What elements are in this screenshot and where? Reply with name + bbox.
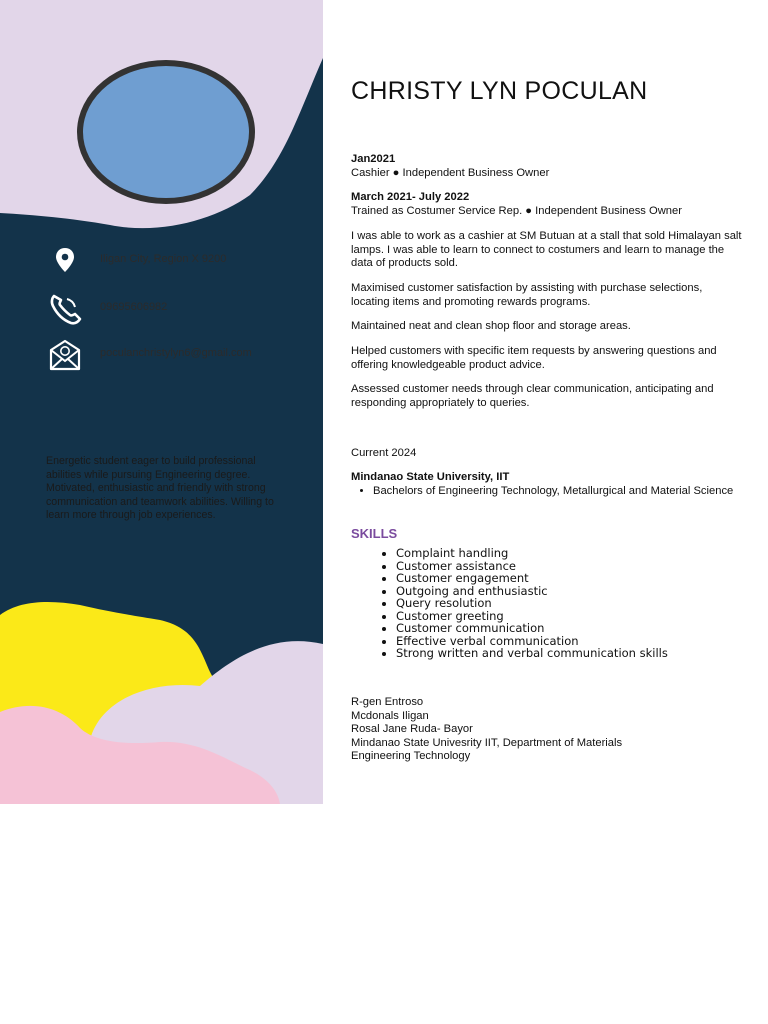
education-block — [351, 471, 743, 498]
education-list — [351, 485, 743, 499]
experience-item — [351, 191, 743, 218]
candidate-name: CHRISTY LYN POCULAN — [351, 77, 648, 105]
skill-item: • Outgoing and enthusiastic — [396, 585, 668, 598]
reference-line: Mcdonals Iligan — [351, 709, 429, 722]
reference-line: R-gen Entroso — [351, 696, 424, 708]
skill-item: • Customer assistance — [396, 560, 668, 573]
skill-item: • Query resolution — [396, 597, 668, 610]
references-block — [351, 696, 743, 764]
skill-item: • Effective verbal communication — [396, 635, 668, 648]
address-text: Iligan City, Region X 9200 — [100, 253, 227, 265]
duty-paragraph: Maintained neat and clean shop floor and storage areas. — [351, 320, 631, 332]
skill-item: • Customer communication — [396, 622, 668, 635]
phone-icon — [46, 290, 84, 328]
experience-role: Cashier ● Independent Business Owner — [351, 166, 550, 179]
skills-heading: SKILLS — [351, 526, 398, 541]
education-date: Current 2024 — [351, 447, 417, 459]
duty-paragraph: I was able to work as a cashier at SM Butuan at a stall that sold Himalayan salt lamps. I was able to learn to connect to costumers and learn to manage the data of products sold. — [351, 230, 742, 270]
email-text: poculanchristylyn6@gmail.com — [100, 347, 252, 359]
education-school: Mindanao State University, IIT — [351, 471, 510, 483]
duty-paragraph: Helped customers with specific item requests by answering questions and offering knowledgeable product advice. — [351, 345, 717, 371]
education-program: • Bachelors of Engineering Technology, Metallurgical and Material Science — [373, 485, 743, 499]
profile-summary: Energetic student eager to build professional abilities while pursuing Engineering degree. Motivated, enthusiastic and friendly with strong communication and teamwork abilities. Willing to learn more through job experiences. — [46, 455, 274, 521]
reference-line: Mindanao State Univesrity IIT, Department of Materials Engineering Technology — [351, 736, 623, 763]
duty-paragraph: Assessed customer needs through clear communication, anticipating and responding appropriately to queries. — [351, 383, 714, 409]
skill-item: • Strong written and verbal communication skills — [396, 647, 668, 660]
skill-item: • Customer greeting — [396, 610, 668, 623]
phone-text: 09695606982 — [100, 301, 168, 313]
experience-role: Trained as Costumer Service Rep. ● Independent Business Owner — [351, 204, 682, 217]
skills-list — [378, 547, 668, 660]
skill-item: • Customer engagement — [396, 572, 668, 585]
location-pin-icon — [46, 242, 84, 280]
left-panel — [0, 0, 323, 804]
duty-paragraph: Maximised customer satisfaction by assisting with purchase selections, locating items and promoting rewards programs. — [351, 282, 703, 308]
profile-photo — [77, 60, 255, 204]
experience-date: Jan2021 — [351, 153, 396, 165]
reference-line: Rosal Jane Ruda- Bayor — [351, 723, 473, 736]
experience-date: March 2021- July 2022 — [351, 191, 470, 203]
skill-item: • Complaint handling — [396, 547, 668, 560]
experience-item — [351, 153, 743, 180]
email-icon — [46, 336, 84, 374]
